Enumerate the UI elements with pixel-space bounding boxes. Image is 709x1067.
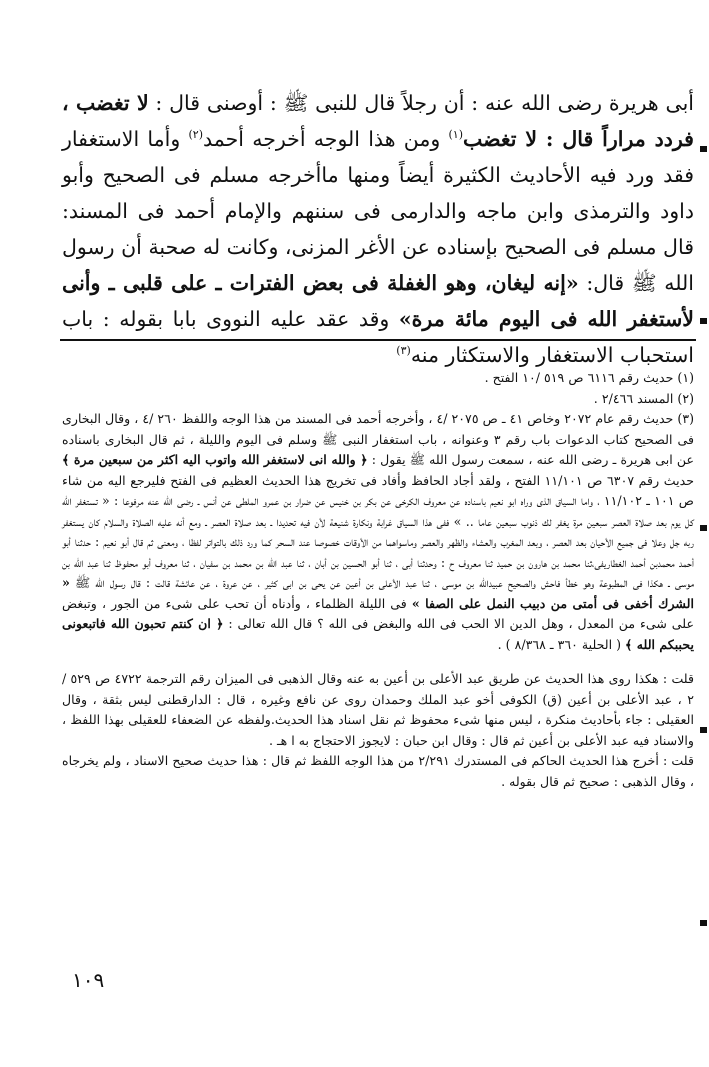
commentary-2: قلت : أخرج هذا الحديث الحاكم فى المستدرك ٢/٢٩١ من هذا الوجه اللفظ ثم قال : هذا حديث صحيح الاسناد ، ولم يخرجاه ، وقال الذهبى : صحيح ثم قال بقوله .: [62, 753, 694, 789]
margin-mark: [700, 525, 707, 531]
footnote-separator: [60, 339, 696, 341]
text-run: وأما الاستغفار فقد ورد فيه الأحاديث الكثيرة أيضاً ومنها ماأخرجه مسلم فى الصحيح وأبو داود والترمذى وابن ماجه والدارمى فى سننهم والإمام أحمد فى المسند: قال مسلم فى الصحيح بإسناده عن الأغر المزنى، وكانت له صحبة أن رسول الله ﷺ قال:: [62, 127, 694, 295]
footnotes: [62, 368, 694, 792]
text-run: ومن هذا الوجه أخرجه أحمد: [202, 127, 449, 151]
margin-mark: [700, 920, 707, 926]
text-run: (٣) حديث رقم عام ٢٠٧٢ وخاص ٤١ ـ ص ٢٠٧٥ /٤ ، وأخرجه أحمد فى المسند من هذا الوجه واللفظ ٢٦٠ /٤ ، وقال البخارى فى الصحيح كتاب الدعوات باب رقم ٣ وعنوانه ، باب استغفار النبى ﷺ وسلم فى اليوم والليلة ، ثم قال البخارى باسناده عن ابى هريرة ـ رضى الله عنه ، سمعت رسول الله ﷺ يقول :: [62, 411, 694, 467]
text-run: حديث رقم ٦٣٠٧ ص ١١/١٠١ الفتح ، ولقد أجاد الحافظ وأفاد فى تخريج هذا الحديث العظيم فى الفتح فليرجع اليه من شاء ص ١٠١ ـ ١١/١٠٢ ، واما السياق الذى وراه ابو نعيم باسناده عن معروف الكرخى عن بكر بن خنيس عن ضرار بن عمرو الملطى عن أنس ـ رضى الله عنه مرفوعا : « تستغفر الله كل يوم بعد صلاة العصر سبعين مرة يغفر لك ذنوب سبعين عاما .. » ففى هذا السياق غرابة ونكارة شنيعة لأن فيه تحديدا ـ بعد صلاة العصر ـ ومع أنه عليه الصلاة والسلام كان يستغفر ربه جل وعلا فى جميع الأحيان بعد العصر ، وبعد المغرب والعشاء والظهر والعصر وماسواهما من الأوقات خصوصا عند السحر كما ورد ذلك بالتواتر لفظا ، ومعنى ثم قال أبو نعيم : حدثنا أبو أحمد محمدبن أحمد الغطاريفى،ثنا محمد بن هارون بن حميد ثنا معروف ح : وحدثنا أبى ، ثنا أبو الحسين بن أبان ، ثنا عبد الله بن محمد بن سفيان ، ثنا معروف أبو محفوظ ثنا عبد الله بن موسى ـ هكذا فى المطبوعة وهو خطأ فاحش والصحيح عبيدالله بن موسى ، ثنا عبد الأعلى بن أعين عن يحى بن ابى كثير ، عن عروة ، عن عائشة قالت : قال رسول الله ﷺ: [62, 472, 694, 590]
footnote-ref-1[interactable]: (١): [448, 128, 463, 142]
footnote-1: (١) حديث رقم ٦١١٦ ص ٥١٩ /١٠ الفتح .: [484, 370, 694, 385]
page-number: ١٠٩: [72, 968, 105, 992]
footnote-ref-3[interactable]: (٣): [396, 344, 411, 358]
footnote-3: [62, 409, 694, 655]
footnote-2: (٢) المسند ٢/٤٦٦ .: [593, 390, 694, 406]
margin-mark: [700, 146, 707, 152]
text-run: أبى هريرة رضى الله عنه : أن رجلاً قال للنبى ﷺ : أوصنى قال :: [148, 91, 694, 115]
hadith-quote: لا تغضب: [463, 127, 538, 151]
hadith-quote: « الشرك أخفى فى أمتى من دبيب النمل على الصفا »: [62, 575, 694, 611]
hadith-quote: ﴿ والله انى لاستغفر الله واتوب اليه اكثر من سبعين مرة ﴾: [62, 452, 368, 467]
margin-mark: [700, 318, 707, 324]
text-run: وقد عقد عليه النووى بابا بقوله : باب استحباب الاستغفار والاستكثار منه: [62, 307, 694, 367]
footnote-ref-2[interactable]: (٢): [188, 128, 203, 142]
main-paragraph: [62, 85, 694, 373]
text-run: ( الحلية ٣٦٠ ـ ٨/٣٦٨ ) .: [497, 636, 626, 652]
hadith-quote: لا تغضب: [76, 91, 149, 115]
margin-mark: [700, 727, 707, 733]
text-run: فى الليلة الظلماء ، وأدناه أن تحب على شىء من الجور ، وتبغض على شىء من المعدل ، وهل الدين الا الحب فى الله والبغض فى الله ؟ قال الله تعالى :: [62, 595, 694, 631]
main-text: [62, 85, 694, 373]
hadith-quote: «إنه ليغان، وهو الغفلة فى بعض الفترات ـ على قلبى ـ وأنى لأستغفر الله فى اليوم مائة مرة»: [62, 271, 695, 331]
commentary-1: قلت : هكذا روى هذا الحديث عن طريق عبد الأعلى بن أعين به عنه وقال الذهبى فى الميزان رقم الترجمة ٤٧٢٢ ص ٥٢٩ /٢ ، عبد الأعلى بن أعين (ق) الكوفى أخو عبد الملك وحمدان روى عن نافع وغيره ، قال : الدارقطنى ليس بثقة ، وقال العقيلى : جاء بأحاديث منكرة ، ليس منها شىء محفوظ ثم نقل اسناد هذا الحديث.ولفظه عن الضعفاء للعقيلى بهذا اللفظ ، والاسناد فيه عبد الأعلى بن أعين ثم قال : وقال ابن حبان : لايجوز الاحتجاج به ا هـ .: [62, 671, 694, 748]
text-run-bold: ، فردد مراراً قال :: [62, 91, 694, 151]
quran-quote: ﴿ ان كنتم تحبون الله فاتبعونى يحببكم الله ﴾: [62, 616, 694, 652]
